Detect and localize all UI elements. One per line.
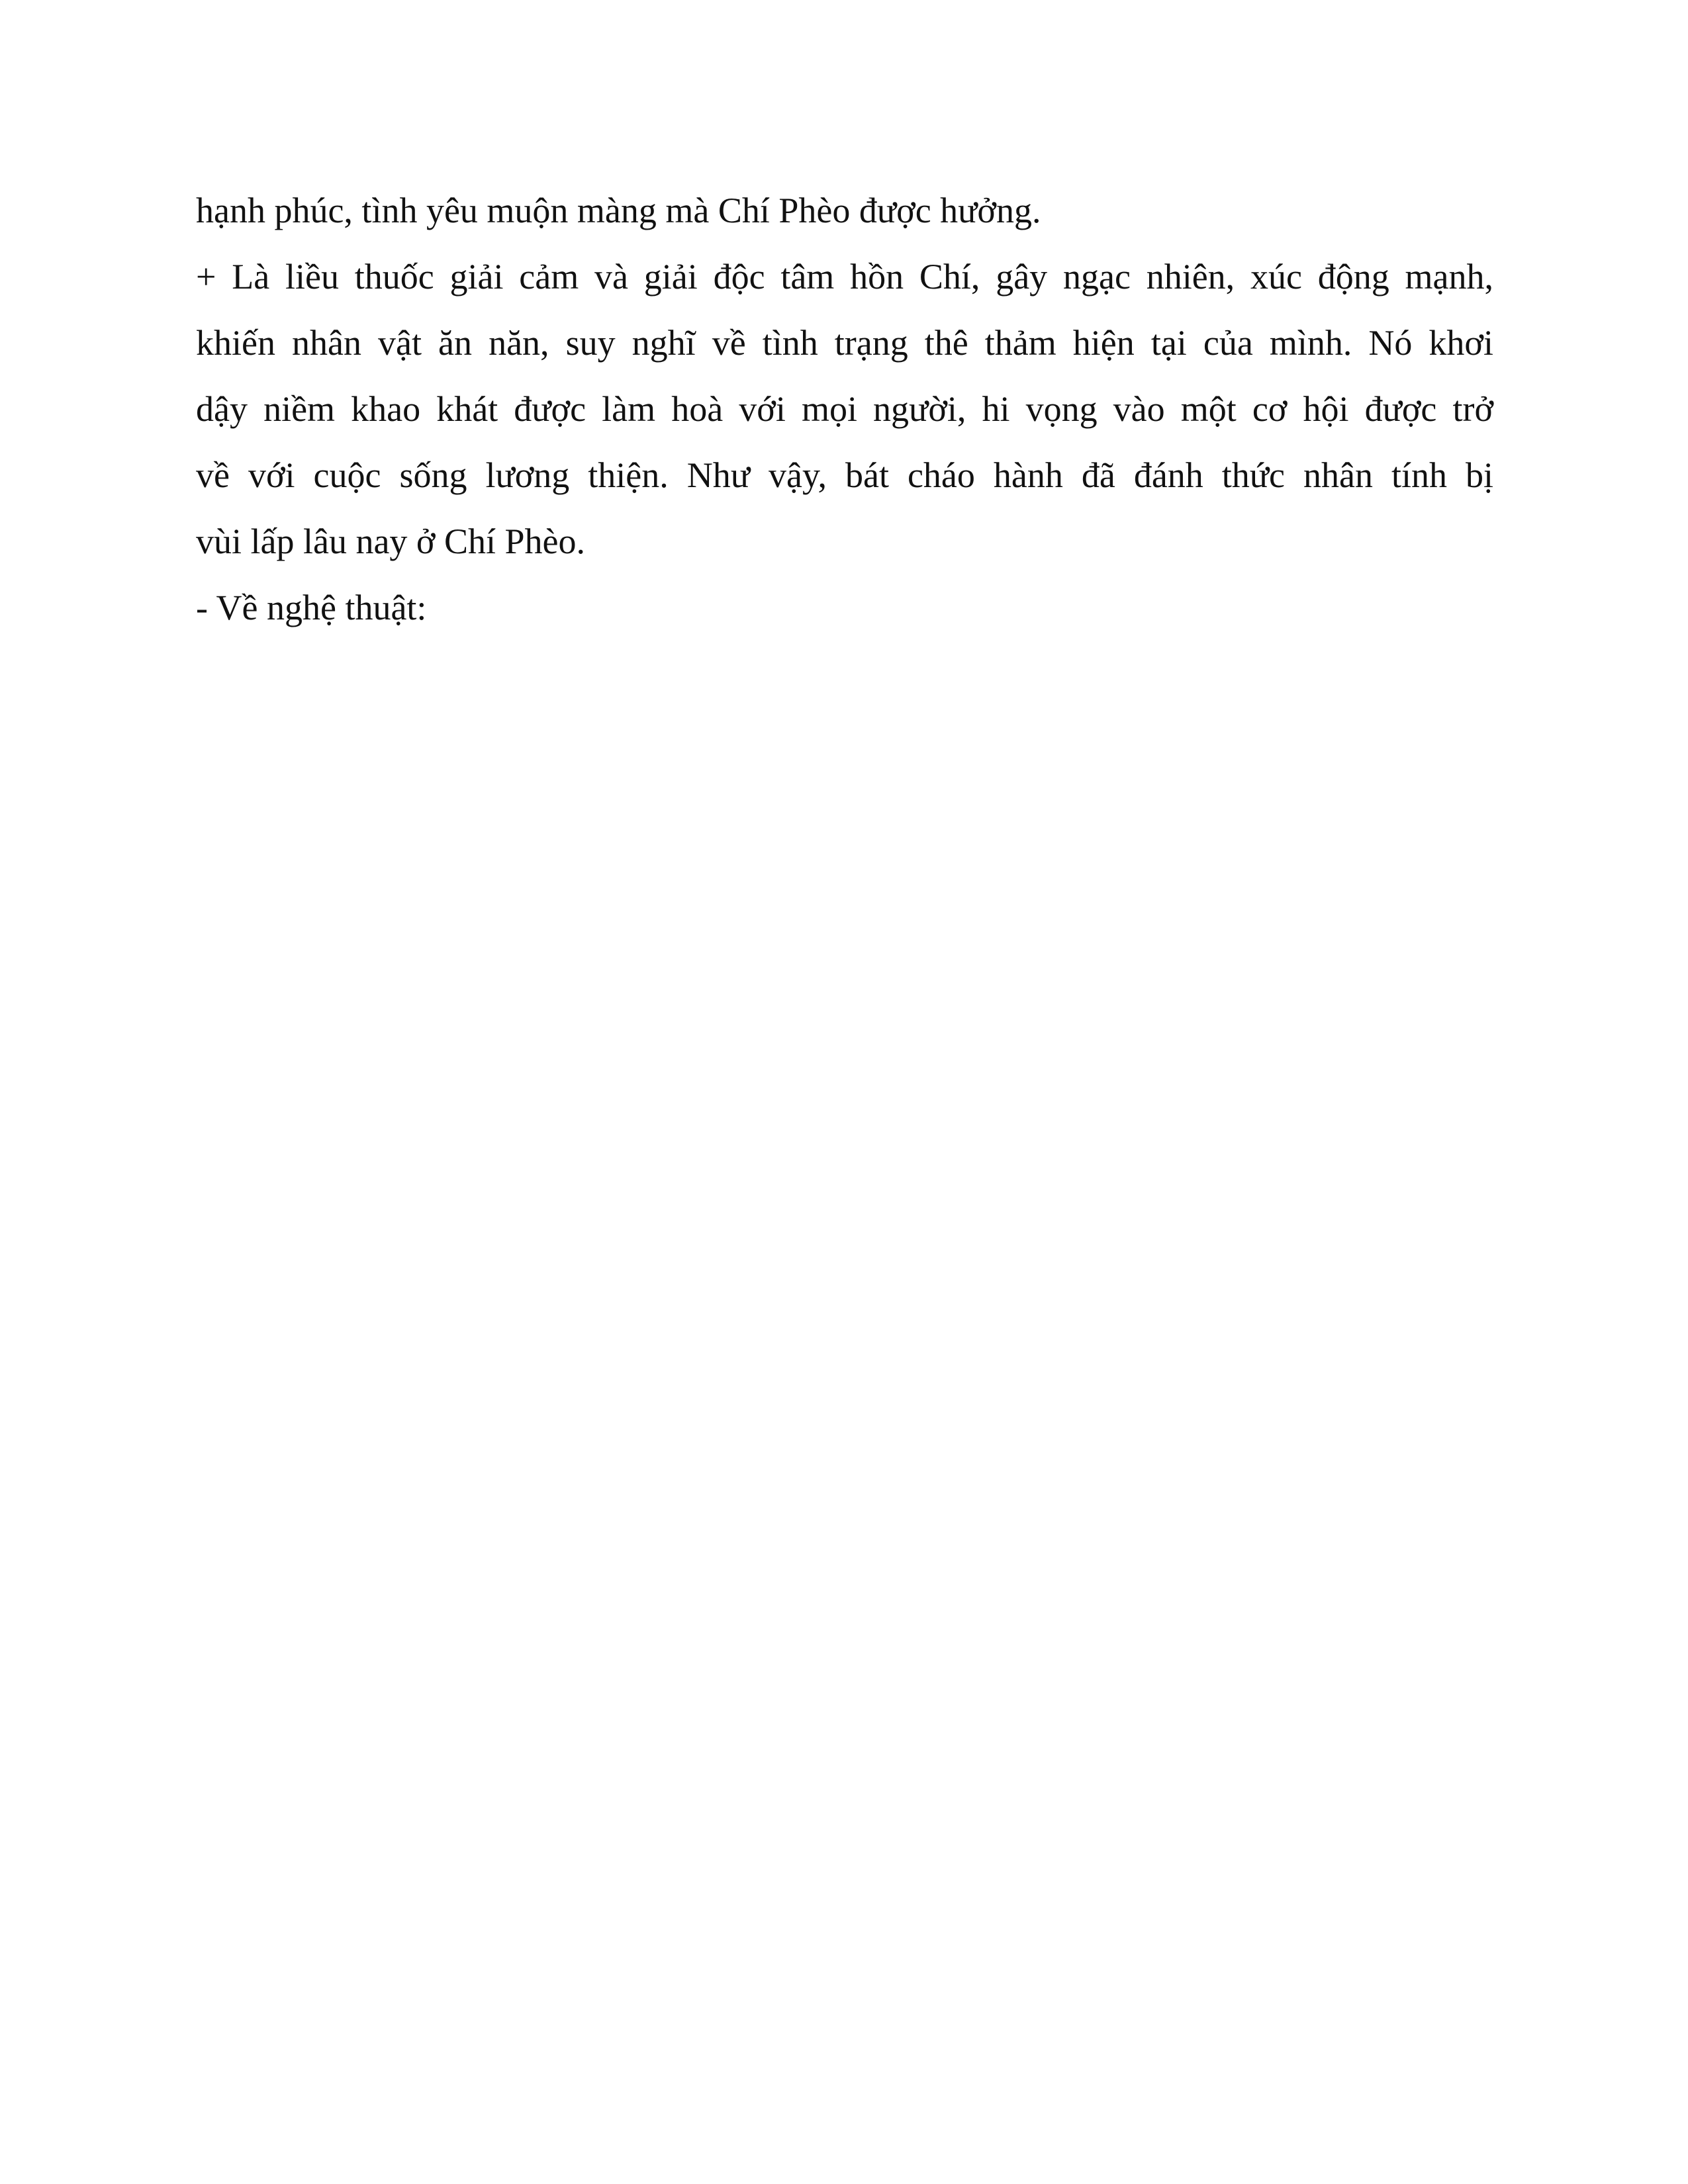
text-line: hạnh phúc, tình yêu muộn màng mà Chí Phèo được hưởng.	[196, 191, 1041, 230]
section-heading: - Về nghệ thuật:	[196, 588, 427, 627]
text-line: dậy niềm khao khát được làm hoà với mọi người, hi vọng vào một cơ hội được trở	[196, 389, 1493, 429]
text-line: về với cuộc sống lương thiện. Như vậy, bát cháo hành đã đánh thức nhân tính bị	[196, 455, 1493, 495]
text-line: khiến nhân vật ăn năn, suy nghĩ về tình trạng thê thảm hiện tại của mình. Nó khơi	[196, 323, 1493, 363]
text-line: + Là liều thuốc giải cảm và giải độc tâm hồn Chí, gây ngạc nhiên, xúc động mạnh,	[196, 257, 1493, 296]
text-line: vùi lấp lâu nay ở Chí Phèo.	[196, 522, 585, 561]
document-body	[196, 177, 1493, 641]
